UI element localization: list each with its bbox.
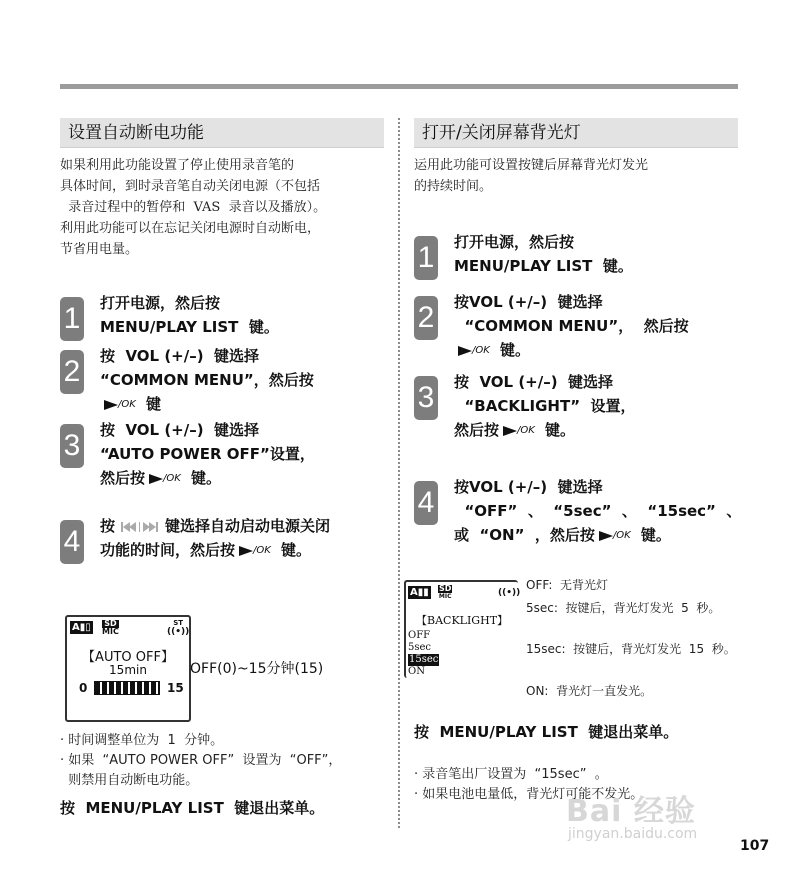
left-notes	[60, 731, 390, 791]
lcd-menu-title: 【AUTO OFF】	[82, 650, 174, 665]
stereo-icon: ST ((•))	[167, 619, 190, 637]
lcd-caption: OFF(0)~15分钟(15)	[190, 661, 324, 677]
step-line: 键。	[191, 469, 222, 487]
note-line: · 时间调整单位为 1 分钟。	[60, 733, 224, 748]
lcd-level-bar	[94, 681, 160, 695]
play-ok-key-icon: /OK	[239, 544, 277, 558]
step-line: 打开电源，然后按	[454, 233, 575, 251]
step-line: 按 VOL (+/–) 键选择	[454, 373, 614, 391]
step-number: 4	[414, 481, 438, 525]
note-line: · 如果 “AUTO POWER OFF” 设置为 “OFF”，	[60, 753, 342, 768]
play-ok-key-icon: /OK	[149, 472, 187, 486]
option-desc: ON: 背光灯一直发光。	[526, 684, 653, 698]
step-number: 2	[414, 296, 438, 340]
page-number: 107	[740, 838, 770, 854]
step-line: 功能的时间，然后按	[100, 541, 236, 559]
step-line: “COMMON MENU”，然后按	[100, 371, 314, 389]
left-intro-line: 录音过程中的暂停和 VAS 录音以及播放）。	[60, 200, 327, 215]
lcd-min: 0	[79, 681, 88, 695]
step-line: “BACKLIGHT” 设置，	[454, 397, 636, 415]
lcd-options	[408, 630, 439, 678]
play-ok-key-icon: /OK	[503, 424, 541, 438]
step-line: MENU/PLAY LIST 键。	[100, 318, 279, 336]
step-number: 3	[414, 376, 438, 420]
lcd-max: 15	[167, 681, 184, 695]
step-number: 1	[414, 236, 438, 280]
option-desc: 5sec: 按键后，背光灯发光 5 秒。	[526, 601, 721, 615]
step-line: 然后按	[100, 469, 146, 487]
lcd-menu-title: 【BACKLIGHT】	[416, 614, 509, 627]
play-ok-key-icon: /OK	[599, 529, 637, 543]
lcd-option: ON	[408, 666, 425, 677]
sd-mic-icon: SD MIC	[438, 584, 452, 600]
option-desc: 15sec: 按键后，背光灯发光 15 秒。	[526, 642, 736, 656]
step-number: 3	[60, 424, 84, 468]
skip-back-forward-key-icon	[119, 521, 161, 533]
left-section-header: 设置自动断电功能	[60, 118, 384, 148]
step-line: 键选择自动启动电源关闭	[165, 517, 331, 535]
left-intro-line: 具体时间，到时录音笔自动关闭电源（不包括	[60, 179, 321, 194]
right-intro-line: 运用此功能可设置按键后屏幕背光灯发光	[414, 158, 649, 173]
lcd-option: 5sec	[408, 642, 432, 653]
step-line: 键	[146, 395, 162, 413]
note-line: · 如果电池电量低，背光灯可能不发光。	[414, 787, 644, 802]
step-line: 键。	[545, 421, 576, 439]
option-desc: OFF: 无背光灯	[526, 578, 608, 592]
note-line: · 录音笔出厂设置为 “15sec” 。	[414, 767, 608, 782]
step-number: 2	[60, 350, 84, 394]
step-line: 或 “ON” ，然后按	[454, 526, 595, 544]
battery-icon: A▮▯	[72, 622, 91, 633]
right-intro	[414, 155, 744, 197]
auto-off-lcd-display	[65, 615, 191, 722]
sd-mic-icon: SD MIC	[102, 619, 119, 636]
left-intro	[60, 155, 390, 260]
step-line: 按 VOL (+/–) 键选择	[100, 347, 260, 365]
right-intro-line: 的持续时间。	[414, 179, 493, 194]
step-line: MENU/PLAY LIST 键。	[454, 257, 633, 275]
step-line: 按	[100, 517, 116, 535]
step-number: 4	[60, 520, 84, 564]
step-line: 按VOL (+/–) 键选择	[454, 478, 603, 496]
step-line: “AUTO POWER OFF”设置，	[100, 445, 315, 463]
left-intro-line: 节省用电量。	[60, 242, 139, 257]
lcd-option: OFF	[408, 630, 431, 641]
top-rule	[60, 84, 738, 89]
step-line: “OFF” 、 “5sec” 、 “15sec” 、	[454, 502, 742, 520]
watermark-logo: Bai 经验	[566, 794, 696, 829]
right-section-header: 打开/关闭屏幕背光灯	[414, 118, 738, 148]
voice-icon: ((•))	[498, 588, 521, 598]
step-line: 键。	[281, 541, 312, 559]
step-line: “COMMON MENU”， 然后按	[454, 317, 689, 335]
play-ok-key-icon: /OK	[104, 398, 142, 412]
step-line: 然后按	[454, 421, 500, 439]
lcd-value: 15min	[109, 663, 147, 677]
column-divider	[398, 118, 400, 828]
step-line: 键。	[500, 341, 531, 359]
play-ok-key-icon: /OK	[458, 344, 496, 358]
left-intro-line: 如果利用此功能设置了停止使用录音笔的	[60, 158, 295, 173]
backlight-lcd-display	[404, 580, 521, 678]
lcd-level-fill	[95, 682, 159, 694]
lcd-option-selected: 15sec	[409, 654, 439, 665]
left-intro-line: 利用此功能可以在忘记关闭电源时自动断电，	[60, 221, 321, 236]
right-exit-instruction: 按 MENU/PLAY LIST 键退出菜单。	[414, 723, 679, 741]
step-line: 按 VOL (+/–) 键选择	[100, 421, 260, 439]
step-number: 1	[60, 297, 84, 341]
step-line: 键。	[640, 526, 671, 544]
watermark-url: jingyan.baidu.com	[568, 826, 698, 842]
step-line: 打开电源，然后按	[100, 294, 221, 312]
left-exit-instruction: 按 MENU/PLAY LIST 键退出菜单。	[60, 799, 325, 817]
note-line: 则禁用自动断电功能。	[60, 773, 199, 788]
battery-icon: A▮▮	[410, 587, 429, 598]
step-line: 按VOL (+/–) 键选择	[454, 293, 603, 311]
